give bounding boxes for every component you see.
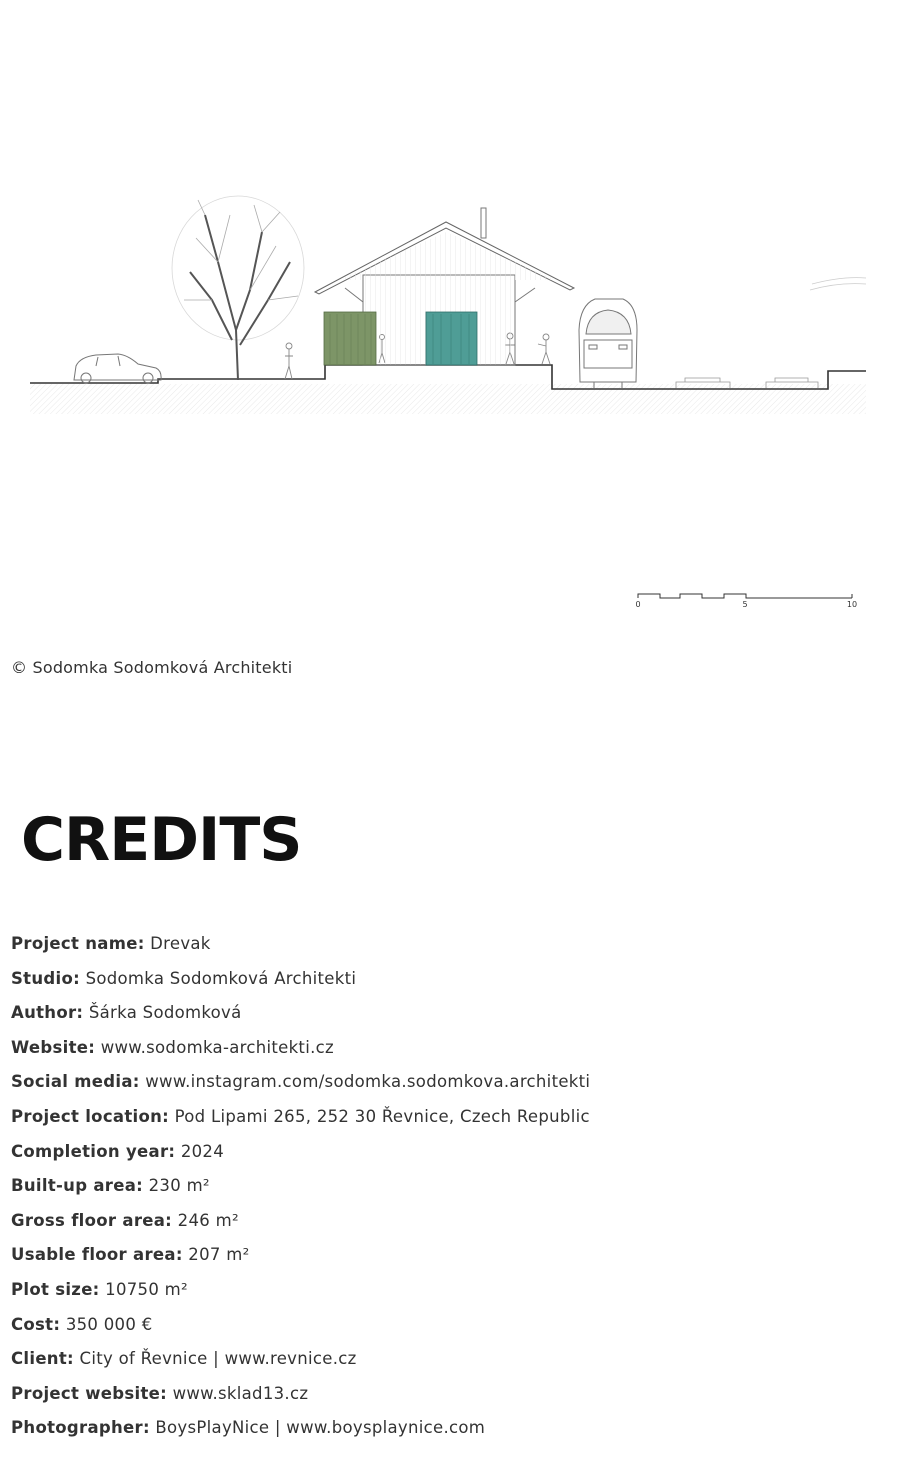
credit-studio: [11, 962, 590, 997]
credit-label: Cost:: [11, 1314, 61, 1334]
elevation-drawing: [0, 0, 900, 640]
credit-label: Completion year:: [11, 1141, 176, 1161]
credit-label: Photographer:: [11, 1418, 150, 1438]
credit-project-location: [11, 1100, 590, 1135]
credit-value: www.instagram.com/sodomka.sodomkova.architekti: [145, 1072, 591, 1092]
credit-value: Šárka Sodomková: [88, 1003, 242, 1023]
credit-website: [11, 1031, 590, 1066]
tree-drawing: [172, 196, 304, 380]
credit-value: City of Řevnice | www.revnice.cz: [79, 1349, 357, 1369]
credit-project-name: [11, 927, 590, 962]
credit-photographer: [11, 1411, 590, 1446]
credit-label: Studio:: [11, 968, 81, 988]
credit-value: 246 m²: [177, 1210, 239, 1230]
credit-value: Sodomka Sodomková Architekti: [85, 968, 357, 988]
credit-label: Client:: [11, 1349, 74, 1369]
credits-list: [11, 927, 590, 1446]
credit-label: Website:: [11, 1037, 96, 1057]
credit-label: Project name:: [11, 934, 145, 953]
credit-client: [11, 1342, 590, 1377]
credit-social-media: [11, 1065, 590, 1100]
credit-completion-year: [11, 1135, 590, 1170]
scale-label-10: 10: [846, 600, 858, 609]
tram-drawing: [579, 299, 637, 388]
credit-label: Social media:: [11, 1072, 140, 1092]
credit-value: 10750 m²: [105, 1279, 188, 1299]
credit-label: Plot size:: [11, 1279, 100, 1299]
credit-gross-floor-area: [11, 1204, 590, 1239]
teal-container: [426, 312, 477, 365]
credits-heading: CREDITS: [21, 805, 302, 875]
credit-built-up-area: [11, 1169, 590, 1204]
credit-label: Gross floor area:: [11, 1210, 173, 1230]
scale-label-5: 5: [742, 600, 748, 609]
credit-usable-floor-area: [11, 1238, 590, 1273]
credit-label: Built-up area:: [11, 1176, 144, 1196]
green-container: [324, 312, 376, 365]
credit-label: Usable floor area:: [11, 1245, 183, 1265]
credit-value: www.sodomka-architekti.cz: [100, 1037, 334, 1057]
credit-value: Drevak: [150, 934, 211, 953]
credit-author: [11, 996, 590, 1031]
scale-bar: [635, 594, 857, 609]
credit-plot-size: [11, 1273, 590, 1308]
credit-label: Project website:: [11, 1383, 168, 1403]
wires-drawing: [810, 278, 866, 290]
car-drawing: [74, 354, 161, 383]
credit-project-website: [11, 1377, 590, 1412]
credit-value: www.sklad13.cz: [172, 1383, 309, 1403]
credit-value: Pod Lipami 265, 252 30 Řevnice, Czech Republic: [174, 1106, 590, 1126]
credit-label: Project location:: [11, 1106, 170, 1126]
scale-label-0: 0: [635, 600, 641, 609]
credit-label: Author:: [11, 1003, 84, 1023]
credit-value: 207 m²: [188, 1245, 250, 1265]
image-copyright: © Sodomka Sodomková Architekti: [11, 658, 293, 677]
credit-value: 230 m²: [148, 1176, 210, 1196]
credit-cost: [11, 1308, 590, 1343]
credit-value: 2024: [180, 1141, 225, 1161]
credit-value: BoysPlayNice | www.boysplaynice.com: [155, 1418, 486, 1438]
credit-value: 350 000 €: [65, 1314, 153, 1334]
